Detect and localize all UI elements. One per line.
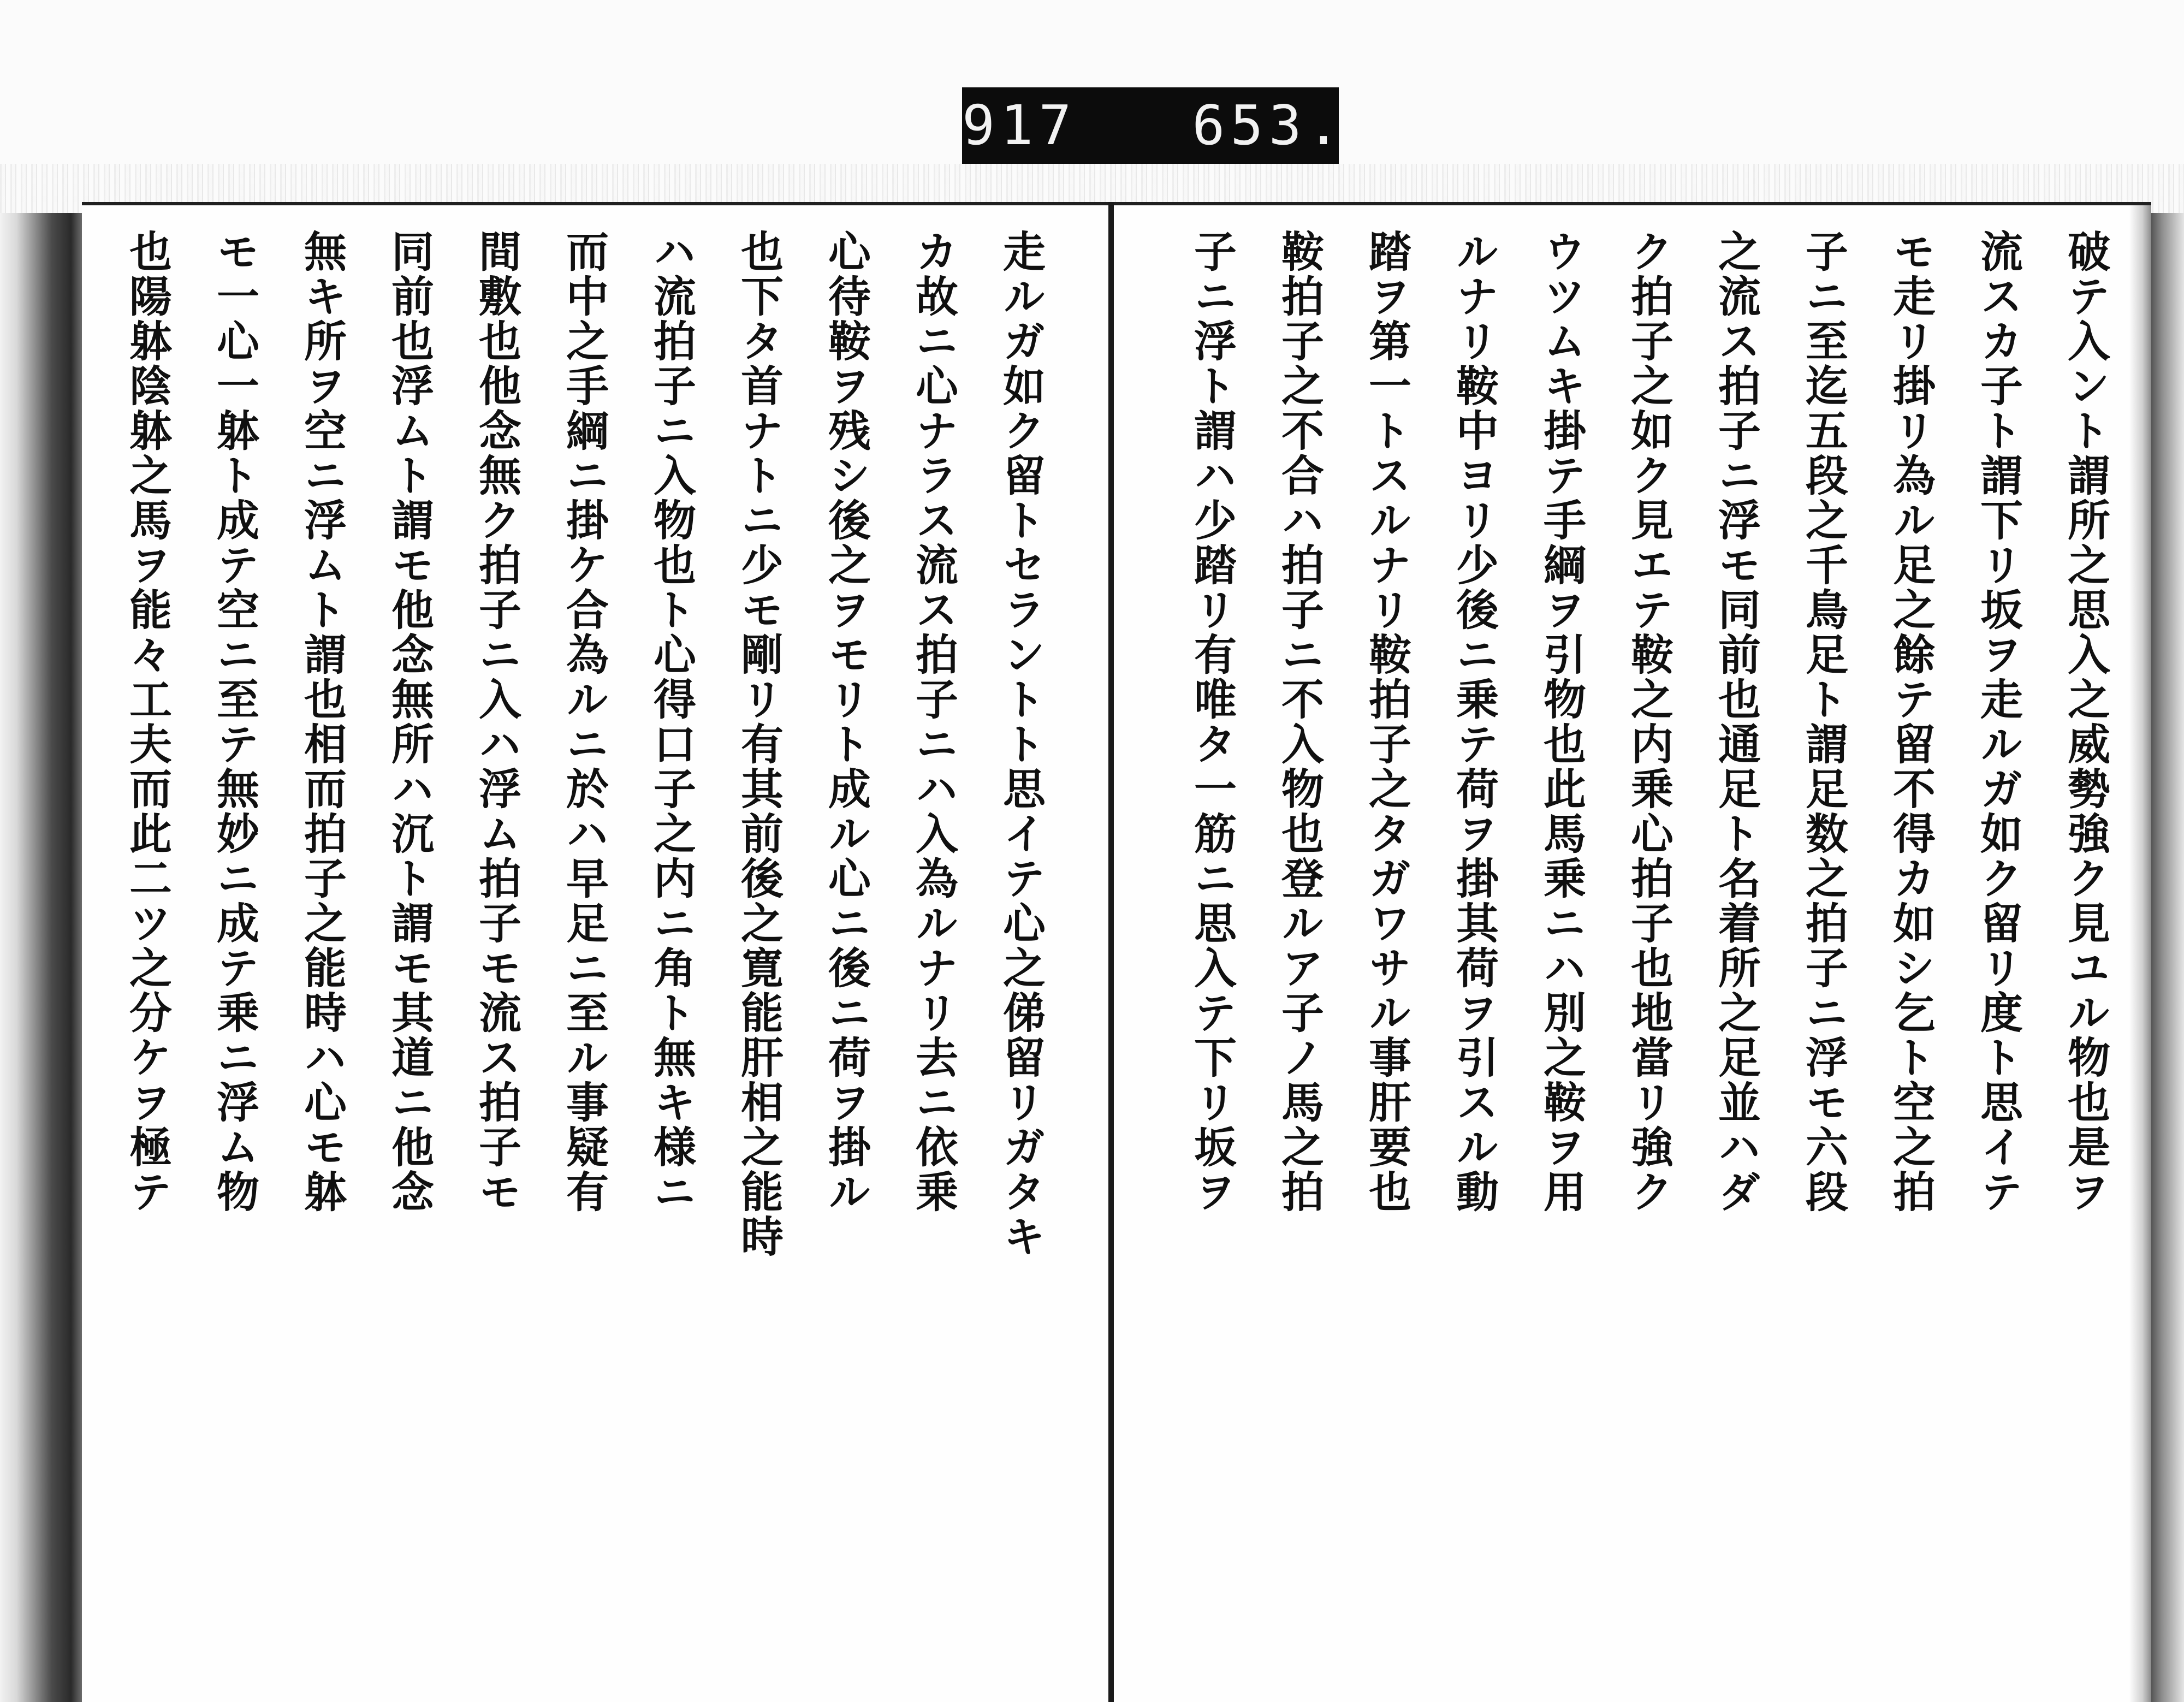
left-page-text — [104, 229, 1065, 1458]
text-column: 心待鞍ヲ残シ後之ヲモリト成ル心ニ後ニ荷ヲ掛ル — [821, 229, 871, 1214]
text-column: モ一心一躰ト成テ空ニ至テ無妙ニ成テ乗ニ浮ム物 — [210, 229, 259, 1214]
book-cover-left-edge — [0, 213, 82, 1702]
film-number-label: 917 653. — [962, 87, 1339, 164]
text-column: 子ニ至迄五段之千鳥足ト謂足数之拍子ニ浮モ六段 — [1799, 229, 1848, 1214]
text-column: 而中之手綱ニ掛ケ合為ルニ於ハ早足ニ至ル事疑有 — [559, 229, 609, 1214]
text-column: 同前也浮ムト謂モ他念無所ハ沉ト謂モ其道ニ他念 — [384, 229, 434, 1214]
text-column: 間敷也他念無ク拍子ニ入ハ浮ム拍子モ流ス拍子モ — [472, 229, 521, 1214]
text-column: 走ルガ如ク留トセラントト思イテ心之俤留リガタキ — [996, 229, 1046, 1259]
book-cover-right-edge — [2151, 213, 2184, 1702]
text-column: 無キ所ヲ空ニ浮ムト謂也相而拍子之能時ハ心モ躰 — [297, 229, 347, 1214]
text-column: ウツムキ掛テ手綱ヲ引物也此馬乗ニハ別之鞍ヲ用 — [1536, 229, 1586, 1214]
text-column: ク拍子之如ク見エテ鞍之内乗心拍子也地當リ強ク — [1624, 229, 1673, 1214]
text-column: 之流ス拍子ニ浮モ同前也通足ト名着所之足並ハダ — [1711, 229, 1761, 1214]
text-column: 也下タ首ナトニ少モ剛リ有其前後之寛能肝相之能時 — [734, 229, 784, 1259]
text-column: モ走リ掛リ為ル足之餘テ留不得カ如シ乞ト空之拍 — [1886, 229, 1936, 1214]
text-column: 子ニ浮ト謂ハ少踏リ有唯タ一筋ニ思入テ下リ坂ヲ — [1187, 229, 1237, 1214]
text-column: 破テ入ント謂所之思入之威勢強ク見ユル物也是ヲ — [2061, 229, 2110, 1214]
text-column: 踏ヲ第一トスルナリ鞍拍子之タガワサル事肝要也 — [1362, 229, 1411, 1214]
text-column: ハ流拍子ニ入物也ト心得口子之内ニ角ト無キ様ニ — [646, 229, 696, 1214]
text-column: 流スカ子ト謂下リ坂ヲ走ルガ如ク留リ度ト思イテ — [1973, 229, 2023, 1214]
text-column: ルナリ鞍中ヨリ少後ニ乗テ荷ヲ掛其荷ヲ引スル動 — [1449, 229, 1499, 1214]
right-page-text — [1168, 229, 2129, 1458]
text-column: 也陽躰陰躰之馬ヲ能々工夫而此二ツ之分ケヲ極テ — [122, 229, 172, 1214]
text-column: カ故ニ心ナラス流ス拍子ニハ入為ルナリ去ニ依乗 — [909, 229, 958, 1214]
page-edge-shadow — [2129, 205, 2151, 1702]
text-column: 鞍拍子之不合ハ拍子ニ不入物也登ルア子ノ馬之拍 — [1274, 229, 1324, 1214]
